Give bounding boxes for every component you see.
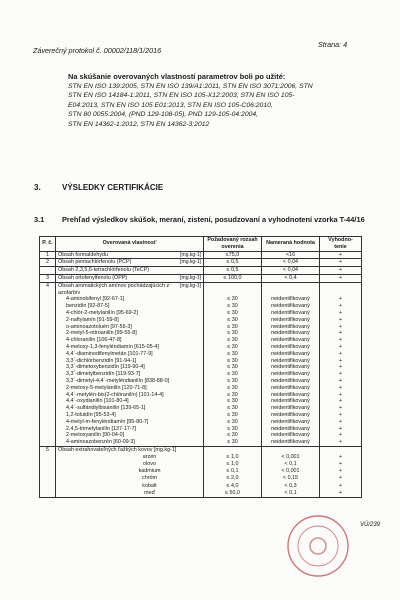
required-value: ≤ 30: [227, 337, 238, 344]
standard-line: STN EN 14362-1:2012, STN EN 14362-3:2012: [68, 120, 210, 128]
metal-item: kobalt: [142, 482, 157, 489]
unit-label: [mg.kg-1]: [153, 446, 177, 453]
metal-item: chróm: [142, 475, 157, 482]
result-mark: +: [338, 357, 343, 364]
amine-list: [58, 296, 201, 446]
col-header-required: Požadovaný rozsah overenia: [204, 237, 262, 252]
section-title: VÝSLEDKY CERTIFIKÁCIE: [62, 183, 164, 192]
result-mark: +: [338, 482, 343, 489]
required-value: ≤ 30: [227, 398, 238, 405]
result-mark: +: [338, 364, 343, 371]
property-label: Obsah pentachlórfenolu (PCP): [58, 259, 132, 266]
subsection-number: 3.1: [34, 215, 45, 224]
measured-value: < 0,001: [281, 453, 300, 460]
amine-item: 4-chlór-2-metylanilín [95-69-2]: [66, 309, 138, 316]
amine-item: 2-naftylamín [91-59-8]: [66, 316, 119, 323]
result-list: [322, 296, 359, 446]
amine-item: 4-chloranilín [106-47-8]: [66, 337, 122, 344]
row-property: [56, 251, 204, 259]
required-value: ≤ 30: [227, 425, 238, 432]
measured-value: neidentifikovaný: [271, 330, 310, 337]
required-value: ≤ 30: [227, 364, 238, 371]
row-number: 2: [40, 259, 56, 267]
measured-value: neidentifikovaný: [271, 377, 310, 384]
measured-values: [262, 282, 320, 446]
measured-values: [262, 446, 320, 497]
required-value: ≤ 30: [227, 350, 238, 357]
result-mark: +: [338, 377, 343, 384]
measured-value: < 0,04: [262, 259, 320, 267]
row-property: [56, 282, 204, 446]
unit-label: [mg.kg-1]: [180, 251, 201, 258]
amine-item: 3,3´-dimetylbenzidín [119-93-7]: [66, 371, 141, 378]
result-mark: +: [338, 432, 343, 439]
standard-line: STN EN ISO 14184-1:2011, STN EN ISO 105-X12:2003, STN EN ISO 105-: [68, 92, 295, 100]
table-row: [40, 267, 362, 275]
required-value: ≤ 1,0: [226, 453, 239, 460]
required-value: ≤ 30: [227, 296, 238, 303]
result-mark: +: [338, 337, 343, 344]
result-mark: +: [338, 391, 343, 398]
amine-item: 4-metyl-m-fenyléndiamín [95-80-7]: [66, 418, 149, 425]
required-value: ≤ 0,5: [204, 259, 262, 267]
amine-item: 4,4´-diaminodifenylmetán [101-77-9]: [66, 350, 153, 357]
result-mark: +: [338, 411, 343, 418]
required-value: ≤ 30: [227, 330, 238, 337]
amine-item: 2-metoxy-5-metylanilín [120-71-8]: [66, 384, 147, 391]
unit-label: [mg.kg-1]: [180, 282, 201, 289]
required-value: ≤ 30: [227, 371, 238, 378]
required-value: ≤ 100,0: [204, 274, 262, 282]
result-list: [322, 454, 359, 497]
required-value: ≤ 30: [227, 377, 238, 384]
result-mark: +: [338, 453, 343, 460]
measured-value: neidentifikovaný: [271, 425, 310, 432]
measured-value: neidentifikovaný: [271, 296, 310, 303]
metal-item: olovo: [143, 460, 156, 467]
metals-title: [58, 447, 201, 454]
amine-item: o-aminoazotoluén [97-56-3]: [66, 323, 132, 330]
property-label: Obsah ortofenylfenolu (OPP): [58, 274, 128, 281]
measured-value: neidentifikovaný: [271, 439, 310, 446]
result-mark: +: [320, 274, 362, 282]
measured-value: neidentifikovaný: [271, 418, 310, 425]
page-number: Strana: 4: [318, 40, 348, 49]
property-label: Obsah extrahovateľných ťažkých kovov: [58, 446, 153, 453]
row-property: [56, 274, 204, 282]
measured-value: < 0,1: [284, 460, 297, 467]
table-row: [40, 251, 362, 259]
table-row-amines: [40, 282, 362, 446]
required-value: ≤ 30: [227, 309, 238, 316]
result-mark: +: [338, 303, 343, 310]
required-value: ≤ 0,1: [226, 468, 239, 475]
amine-item: 2,4,5-trimetylanilín [137-17-7]: [66, 425, 137, 432]
amine-item: 4,4´-oxydianilín [101-80-4]: [66, 398, 129, 405]
measured-value: neidentifikovaný: [271, 411, 310, 418]
amines-title: [58, 283, 201, 297]
measured-value: neidentifikovaný: [271, 357, 310, 364]
result-mark: +: [338, 398, 343, 405]
measured-value: neidentifikovaný: [271, 432, 310, 439]
amine-item: benzidín [92-87-5]: [66, 303, 110, 310]
row-number: 3: [40, 274, 56, 282]
result-values: [320, 282, 362, 446]
result-mark: +: [338, 405, 343, 412]
footer-code: VÚ/239: [360, 522, 381, 528]
required-values: [204, 282, 262, 446]
measured-value: neidentifikovaný: [271, 391, 310, 398]
required-value: ≤ 30: [227, 411, 238, 418]
standard-line: STN 80 0055:2004, (PND 129-108-05), PND 129-105-04:2004,: [68, 111, 259, 119]
required-value: ≤ 30: [227, 303, 238, 310]
amine-item: 4-metoxy-1,3-fenyléndiamín [615-05-4]: [66, 343, 159, 350]
result-mark: +: [338, 323, 343, 330]
col-header-pc: P. č.: [40, 237, 56, 252]
unit-label: [mg.kg-1]: [180, 274, 201, 281]
row-property: [56, 446, 204, 497]
measured-value: <16: [262, 251, 320, 259]
metal-list: [58, 454, 201, 497]
row-number: 1: [40, 251, 56, 259]
required-value: ≤ 50,0: [225, 489, 240, 496]
table-row: [40, 274, 362, 282]
metal-item: arzén: [142, 453, 157, 460]
measured-value: neidentifikovaný: [271, 398, 310, 405]
metal-item: kadmium: [138, 468, 161, 475]
result-mark: +: [338, 296, 343, 303]
required-value: ≤ 30: [227, 316, 238, 323]
amine-item: 3,3´-dimetoxybenzidín [119-90-4]: [66, 364, 145, 371]
result-values: [320, 446, 362, 497]
result-mark: +: [338, 371, 343, 378]
property-label: Obsah 2,3,5,6-tetrachlórfenolu (TeCP): [58, 267, 150, 274]
measured-list: [264, 454, 317, 497]
result-mark: +: [338, 489, 343, 496]
table-header-row: [40, 237, 362, 252]
required-value: ≤ 30: [227, 405, 238, 412]
result-mark: +: [338, 439, 343, 446]
measured-value: neidentifikovaný: [271, 350, 310, 357]
measured-value: neidentifikovaný: [271, 343, 310, 350]
required-value: ≤ 0,5: [204, 267, 262, 275]
protocol-number: Záverečný protokol č. 00002/118/1/2016: [33, 46, 162, 55]
amine-item: 4,4´-sulfándiylbisanilín [139-65-1]: [66, 405, 146, 412]
measured-value: neidentifikovaný: [271, 303, 310, 310]
measured-value: neidentifikovaný: [271, 371, 310, 378]
measured-value: < 0,1: [284, 489, 297, 496]
result-mark: +: [338, 384, 343, 391]
col-header-measured: Nameraná hodnota: [262, 237, 320, 252]
result-mark: +: [338, 425, 343, 432]
amine-item: 3,3´-dichlórbenzidín [91-94-1]: [66, 357, 137, 364]
standard-line: E04:2013, STN EN ISO 105 E01:2013, STN EN ISO 105-C06:2010,: [68, 101, 273, 109]
measured-value: < 0,04: [262, 267, 320, 275]
result-mark: +: [338, 468, 343, 475]
result-mark: +: [320, 267, 362, 275]
measured-value: neidentifikovaný: [271, 309, 310, 316]
subsection-title: Prehľad výsledkov skúšok, meraní, zistení, posudzovaní a vyhodnotení vzorka T-44/16: [62, 215, 365, 224]
result-mark: +: [338, 475, 343, 482]
amine-item: 4-aminobifenyl [92-67-1]: [66, 296, 125, 303]
measured-value: < 0,001: [281, 468, 300, 475]
required-value: ≤ 4,0: [226, 482, 239, 489]
measured-value: < 0,3: [284, 482, 297, 489]
col-header-property: Overovaná vlastnosť: [56, 237, 204, 252]
table-row-metals: [40, 446, 362, 497]
metal-item: meď: [144, 489, 155, 496]
row-number: 4: [40, 282, 56, 446]
result-mark: +: [338, 350, 343, 357]
measured-value: neidentifikovaný: [271, 337, 310, 344]
section-heading: [34, 183, 163, 192]
standard-line: STN EN ISO 139:2005, STN EN ISO 139/A1:2011, STN EN ISO 3071:2006, STN: [68, 83, 313, 90]
result-mark: +: [338, 418, 343, 425]
round-stamp: [286, 514, 350, 578]
intro-block: [68, 72, 368, 129]
section-number: 3.: [34, 183, 41, 192]
required-list: [206, 296, 259, 446]
result-mark: +: [320, 259, 362, 267]
result-mark: +: [338, 330, 343, 337]
amine-item: 4,4´-metylén-bis(2-chlóranilín) [101-14-4]: [66, 391, 164, 398]
result-mark: +: [320, 251, 362, 259]
amine-item: 1,2-toluidín [95-53-4]: [66, 411, 116, 418]
unit-label: [mg.kg-1]: [180, 259, 201, 266]
required-value: ≤ 30: [227, 432, 238, 439]
required-value: ≤ 30: [227, 391, 238, 398]
required-value: ≤ 1,0: [226, 460, 239, 467]
col-header-result: Vyhodno-tenie: [320, 237, 362, 252]
required-value: ≤ 30: [227, 384, 238, 391]
amine-item: 2-metyl-5-nitroanilín [99-55-8]: [66, 330, 137, 337]
row-property: [56, 259, 204, 267]
required-value: ≤ 30: [227, 323, 238, 330]
result-mark: +: [338, 460, 343, 467]
result-mark: +: [338, 316, 343, 323]
property-label: Obsah formaldehydu: [58, 251, 109, 258]
intro-lead: Na skúšanie overovaných vlastností parametrov boli po užité:: [68, 72, 286, 81]
result-mark: +: [338, 309, 343, 316]
required-value: ≤ 30: [227, 418, 238, 425]
required-value: ≤ 30: [227, 439, 238, 446]
amine-item: 4-aminoazobenzén [60-09-3]: [66, 439, 135, 446]
measured-value: < 0,4: [262, 274, 320, 282]
measured-value: < 0,15: [282, 475, 299, 482]
row-number: 5: [40, 446, 56, 497]
property-label: Obsah aromatických amínov pochádzajúcich z azofarbív: [58, 282, 170, 296]
required-list: [206, 454, 259, 497]
measured-list: [264, 296, 317, 446]
amine-item: 2-metoxyanilín [90-04-0]: [66, 432, 125, 439]
required-values: [204, 446, 262, 497]
measured-value: neidentifikovaný: [271, 384, 310, 391]
measured-value: neidentifikovaný: [271, 364, 310, 371]
row-number: [40, 267, 56, 275]
result-mark: +: [338, 343, 343, 350]
required-value: ≤75,0: [204, 251, 262, 259]
measured-value: neidentifikovaný: [271, 316, 310, 323]
row-property: [56, 267, 204, 275]
measured-value: neidentifikovaný: [271, 405, 310, 412]
required-value: ≤ 30: [227, 343, 238, 350]
required-value: ≤ 2,0: [226, 475, 239, 482]
measured-value: neidentifikovaný: [271, 323, 310, 330]
amine-item: 3,3´-dimetyl-4,4´-metyléndianilín [838-88-0]: [66, 377, 170, 384]
results-table: [39, 236, 362, 498]
table-row: [40, 259, 362, 267]
required-value: ≤ 30: [227, 357, 238, 364]
